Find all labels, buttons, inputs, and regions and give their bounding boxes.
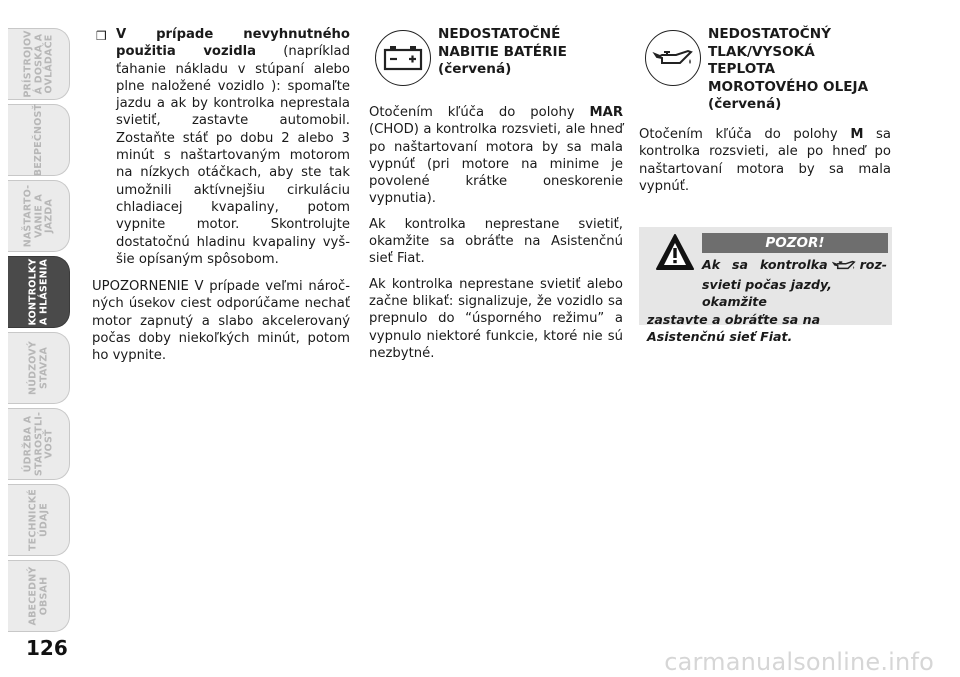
page-number: 126 [26, 636, 68, 660]
oil-warning-title: NEDOSTATOČNÝ TLAK/VYSOKÁ TEPLOTA MOROTOVÉHO OLEJA (červená) [708, 26, 869, 112]
chapter-tabs [0, 0, 80, 677]
tab-nudzovy-stav[interactable]: NÚDZOVÝ STAVZA [8, 332, 70, 404]
battery-warning-header [369, 26, 623, 94]
column-3 [639, 26, 891, 203]
tab-udrzba[interactable]: ÚDRŽBA A STAROSTLI- VOSŤ [8, 408, 70, 480]
note-paragraph: UPOZORNENIE V prípade veľmi náročných úsekov ciest odporúčame nechať motor zapnutý a slabo akcelerovaný počas doby niekoľkých minút, potom ho vypnite. [92, 279, 350, 364]
battery-paragraph-1: Otočením kľúča do polohy MAR (CHOD) a kontrolka rozsvieti, ale hneď po naštartovaní motora by sa mala vypnúť (pri motore na minime je povolené krátke oneskorenie vypnutia). [369, 105, 623, 207]
oil-warning-header [639, 26, 891, 116]
battery-icon [375, 30, 431, 86]
checkbox-bullet-icon: ❒ [96, 29, 107, 43]
tab-technicke-udaje[interactable]: TECHNICKÉ ÚDAJE [8, 484, 70, 556]
warning-text: Ak sa kontrolka roz- svieti počas jazdy, okamžite zastavte a obráťte sa na Asistenčnú sieť Fiat. [647, 257, 887, 344]
tab-bezpecnost[interactable]: BEZPEČNOSŤ [8, 104, 70, 176]
tab-nastartovanie[interactable]: NAŠTARTO- VANIE A JAZDA [8, 180, 70, 252]
column-1 [92, 26, 350, 373]
bullet-text: (napríklad ťahanie nákladu v stúpaní alebo plne naložené vozidlo ): spomaľte jazdu a ak by kontrolka neprestala svietiť, zastavte automobil. Zostaňte stáť po dobu 2 alebo 3 minút s naštartovaným motorom na nízkych otáčkach, aby ste tak umožnili aktívnejšiu cirkuláciu chladiacej kvapaliny, potom vypnite motor. Skontrolujte dostatočnú hladinu kvapaliny vyššie opísaným spôsobom. [116, 44, 350, 267]
bullet-paragraph [92, 26, 350, 268]
bullet-bold-text: V prípade nevyhnutného použitia vozidla [116, 27, 350, 60]
column-2 [369, 26, 623, 370]
warning-box [639, 227, 892, 344]
oil-can-inline-icon [832, 259, 856, 276]
warning-heading: POZOR! [702, 233, 888, 253]
battery-paragraph-2: Ak kontrolka neprestane svietiť, okamžite sa obráťte na Asistenčnú sieť Fiat. [369, 216, 623, 267]
oil-paragraph-1: Otočením kľúča do polohy M sa kontrolka rozsvieti, ale po hneď po naštartovaní motora by sa mala vypnúť. [639, 127, 891, 194]
battery-warning-title: NEDOSTATOČNÉ NABITIE BATÉRIE (červená) [438, 26, 567, 77]
watermark-brand: carmanualsonline.info [664, 648, 934, 676]
tab-abecedny-obsah[interactable]: ABECEDNÝ OBSAH [8, 560, 70, 632]
tab-kontrolky[interactable]: KONTROLKY A HLÁSENIA [8, 256, 70, 328]
battery-paragraph-3: Ak kontrolka neprestane svietiť alebo začne blikať: signalizuje, že vozidlo sa prepnulo do “úsporného režimu” a vypnulo niektoré funkcie, ktoré nie sú nezbytné. [369, 276, 623, 361]
oil-can-icon [645, 30, 701, 86]
tab-pristrojova-doska[interactable]: PRÍSTROJOV Á DOSKA A OVLÁDAČE [8, 28, 70, 100]
